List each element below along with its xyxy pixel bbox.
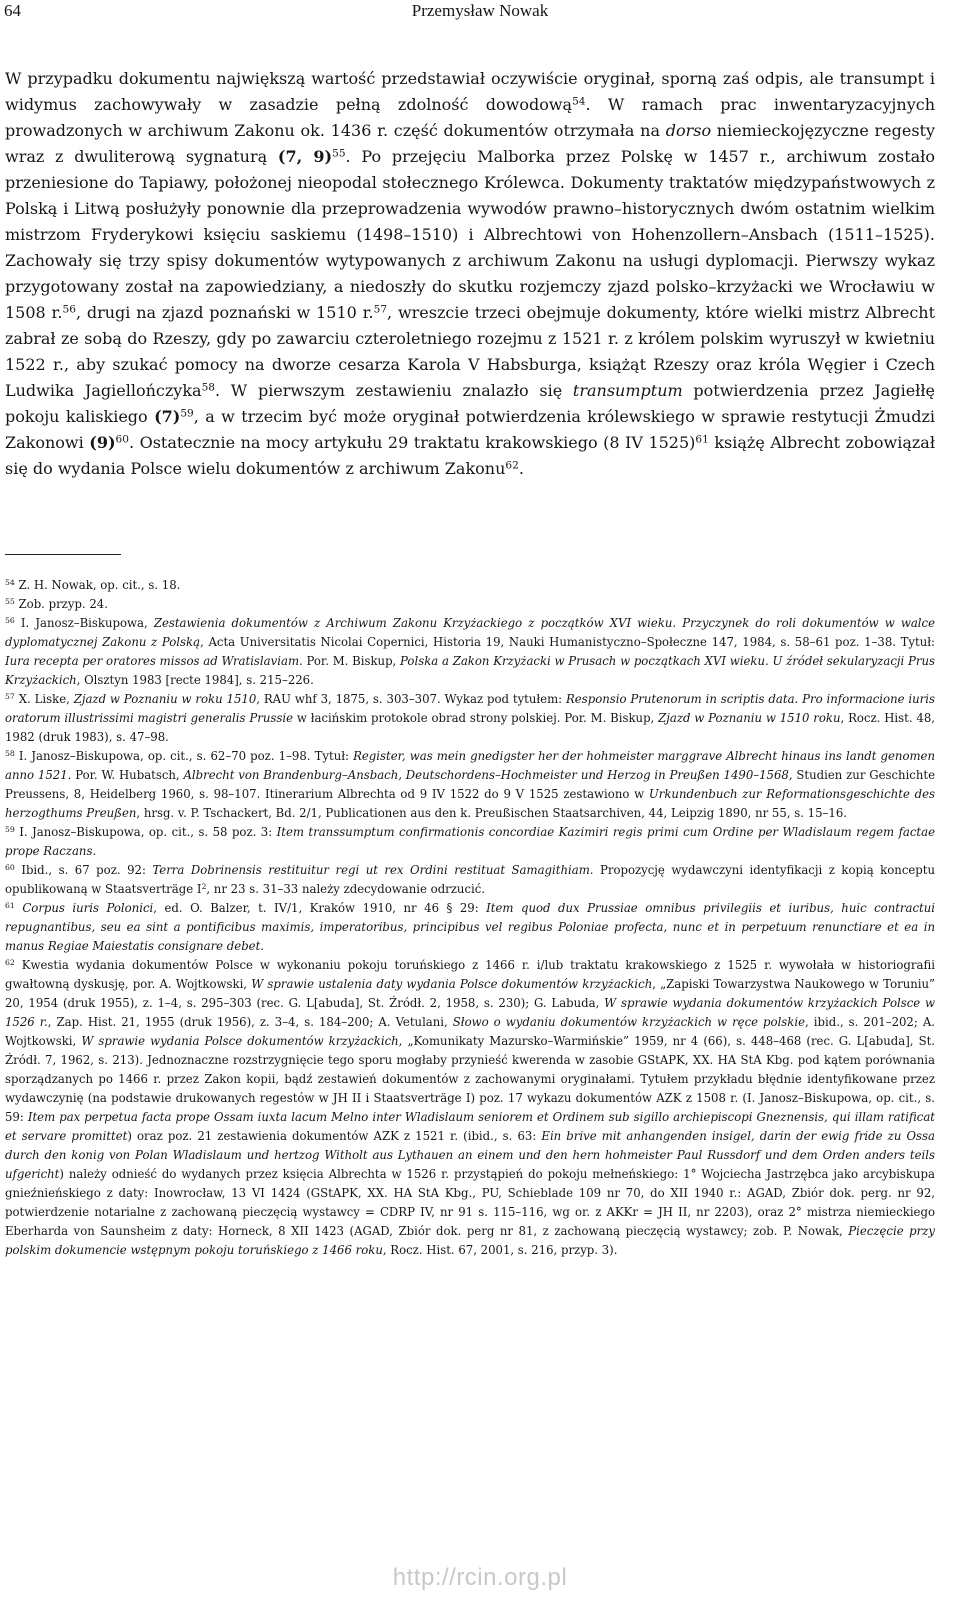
italic-span: W sprawie wydania dokumentów krzyżackich Polsce w 1526 r. — [5, 996, 935, 1029]
text-span: ) oraz poz. 21 zestawienia dokumentów AZK z 1521 r. (ibid., s. 63: — [127, 1129, 542, 1143]
page-header — [4, 0, 956, 30]
footnote — [5, 823, 935, 861]
italic-span: W sprawie wydania Polsce dokumentów krzyżackich — [81, 1034, 399, 1048]
note-ref: 55 — [5, 597, 15, 607]
text-span: I. Janosz–Biskupowa, op. cit., s. 62–70 poz. 1–98. Tytuł: — [14, 749, 354, 763]
text-span: , RAU whf 3, 1875, s. 303–307. Wykaz pod tytułem: — [256, 692, 566, 706]
text-span: . W pierwszym zestawieniu znalazło się — [214, 381, 573, 400]
note-ref: 54 — [572, 95, 586, 108]
note-ref: 56 — [5, 616, 15, 626]
footnote-separator — [5, 554, 121, 555]
text-span: Z. H. Nowak, op. cit., s. 18. — [14, 578, 181, 592]
note-ref: 58 — [201, 381, 215, 394]
text-span: , Zap. Hist. 21, 1955 (druk 1956), z. 3–4, s. 184–200; A. Vetulani, — [47, 1015, 453, 1029]
text-span: , a w trzecim być może oryginał potwierdzenia królewskiego w sprawie restytucji Żmudzi Zakonowi — [5, 407, 935, 452]
text-span: , Acta Universitatis Nicolai Copernici, Historia 19, Nauki Humanistyczno–Społeczne 147, 1984, s. 58–61 poz. 1–38. Tytuł: — [200, 635, 935, 649]
text-span: X. Liske, — [14, 692, 74, 706]
text-span: książę Albrecht zobowiązał się do wydania Polsce wielu dokumentów z archiwum Zakonu — [5, 433, 936, 478]
italic-span: Albrecht von Brandenburg–Ansbach, Deutschordens–Hochmeister und Herzog in Preußen 1490–1568 — [183, 768, 789, 782]
text-span: , Rocz. Hist. 48, 1982 (druk 1983), s. 47–98. — [5, 711, 935, 744]
italic-span: Terra Dobrinensis restituitur regi ut rex Ordini restituat Samagithiam — [152, 863, 590, 877]
text-span: , „Zapiski Towarzystwa Naukowego w Toruniu” 20, 1954 (druk 1955), z. 1–4, s. 295–303 (rec. G. L[abuda], St. Źródł. 2, 1958, s. 230); G. Labuda, — [5, 977, 935, 1010]
note-ref: 61 — [695, 433, 709, 446]
text-span: Kwestia wydania dokumentów Polsce w wykonaniu pokoju toruńskiego z 1466 r. i/lub traktatu krakowskiego z 1525 r. wywołała w historiografii gwałtowną dyskusję, por. A. Wojtkowski, — [5, 958, 935, 991]
italic-span: Zjazd w Poznaniu w roku 1510 — [73, 692, 257, 706]
text-span: potwierdzenia przez Jagiełłę pokoju kaliskiego — [5, 381, 936, 426]
footnote — [5, 690, 935, 747]
text-span: . Propozycję wydawczyni identyfikacji z kopią konceptu opublikowaną w Staatsverträge I — [5, 863, 935, 896]
note-ref: 56 — [62, 303, 76, 316]
note-ref: 57 — [373, 303, 388, 316]
italic-span: dorso — [665, 121, 712, 140]
italic-span: Register, was mein gnedigster her der hohmeister marggrave Albrecht hinaus ins landt genomen anno 1521 — [5, 749, 936, 782]
note-ref: 60 — [5, 863, 15, 873]
text-span: , hrsg. v. P. Tschackert, Bd. 2/1, Publicationen aus den k. Preußischen Staatsarchiven, 44, Leipzig 1890, nr 55, s. 15–16. — [136, 806, 847, 820]
text-span: . — [518, 459, 524, 478]
footnotes — [5, 576, 935, 1260]
text-span: . Por. M. Biskup, — [299, 654, 401, 668]
text-span: , wreszcie trzeci obejmuje dokumenty, które wielki mistrz Albrecht zabrał ze sobą do Rzeszy, gdy po zawarciu czteroletniego rozejmu z 1521 r. z królem polskim wyruszył w kwietniu 1522 r., aby szukać pomocy na dworze cesarza Karola V Habsburga, książąt Rzeszy oraz króla Węgier i Czech Ludwika Jagiellończyka — [5, 303, 936, 400]
text-span: W przypadku dokumentu największą wartość przedstawiał oczywiście oryginał, sporną zaś odpis, ale transumpt i widymus zachowywały w zasadzie pełną zdolność dowodową — [5, 69, 935, 114]
text-span: , Studien zur Geschichte Preussens, 8, Heidelberg 1960, s. 98–107. Itinerarium Albrechta od 9 IV 1522 do 9 V 1525 zestawiono w — [5, 768, 935, 801]
text-span: , drugi na zjazd poznański w 1510 r. — [75, 303, 374, 322]
footnote — [5, 861, 935, 899]
italic-span: Corpus iuris Polonici — [22, 901, 154, 915]
note-ref: 55 — [332, 147, 346, 160]
text-span: I. Janosz–Biskupowa, op. cit., s. 58 poz. 3: — [14, 825, 277, 839]
italic-span: Słowo o wydaniu dokumentów krzyżackich w ręce polskie — [452, 1015, 806, 1029]
source-url-watermark: http://rcin.org.pl — [392, 1564, 568, 1591]
text-span: . W ramach prac inwentaryzacyjnych prowadzonych w archiwum Zakonu ok. 1436 r. część dokumentów otrzymała na — [5, 95, 936, 140]
text-span: Ibid., s. 67 poz. 92: — [14, 863, 153, 877]
note-ref: 62 — [5, 958, 15, 968]
main-text — [5, 66, 935, 482]
note-ref: 62 — [505, 459, 519, 472]
note-ref: 61 — [5, 901, 15, 911]
note-ref: 54 — [5, 578, 15, 588]
italic-span: Zestawienia dokumentów z Archiwum Zakonu Krzyżackiego z początków XVI wieku. Przyczynek do roli dokumentów w walce dyplomatycznej Zakonu z Polską — [5, 616, 935, 649]
page-number: 64 — [4, 1, 21, 20]
running-head: Przemysław Nowak — [411, 1, 549, 20]
text-span: . Ostatecznie na mocy artykułu 29 traktatu krakowskiego (8 IV 1525) — [128, 433, 696, 452]
text-span: , nr 23 s. 31–33 należy zdecydowanie odrzucić. — [206, 882, 486, 896]
bold-span: (9) — [89, 433, 116, 452]
italic-span: Zjazd w Poznaniu w 1510 roku — [658, 711, 841, 725]
note-ref: 59 — [180, 407, 194, 420]
italic-span: Pieczęcie przy polskim dokumencie wstępnym pokoju toruńskiego z 1466 roku — [5, 1224, 936, 1257]
text-span: Zob. przyp. 24. — [14, 597, 108, 611]
text-span: I. Janosz–Biskupowa, — [14, 616, 154, 630]
note-ref: 59 — [5, 825, 15, 835]
italic-span: Urkundenbuch zur Reformationsgeschichte des herzogthums Preußen — [5, 787, 936, 820]
italic-span: W sprawie ustalenia daty wydania Polsce dokumentów krzyżackich — [251, 977, 653, 991]
italic-span: Item transsumptum confirmationis concordiae Kazimiri regis primi cum Ordine per Wladislaum regem factae prope Raczans. — [5, 825, 935, 858]
note-ref: 60 — [115, 433, 129, 446]
note-ref: 57 — [5, 692, 15, 702]
italic-span: Ein brive mit anhangenden insigel, darin der ewig fride zu Ossa durch den konig von Polan Wladislaum und hertzog Witholt aus Lythauen an einem und den hern hohmeister Paul Russdorf und dem Orden anders teils ufgericht — [5, 1129, 935, 1181]
bold-span: (7, 9) — [277, 147, 333, 166]
body-paragraph — [5, 66, 935, 482]
text-span: , Rocz. Hist. 67, 2001, s. 216, przyp. 3). — [382, 1243, 618, 1257]
note-ref: 2 — [201, 882, 207, 892]
note-ref: 58 — [5, 749, 15, 759]
italic-span: Responsio Prutenorum in scriptis data. Pro informacione iuris oratorum illustrissimi magistri generalis Prussie — [5, 692, 935, 725]
footnote — [5, 747, 935, 823]
italic-span: Iura recepta per oratores missos ad Wratislaviam — [5, 654, 300, 668]
footnote — [5, 576, 935, 595]
text-span: , Olsztyn 1983 [recte 1984], s. 215–226. — [76, 673, 314, 687]
footnote — [5, 899, 935, 956]
italic-span: Item quod dux Prussiae omnibus privilegiis et iuribus, huic contractui repugnantibus, seu ea sint a pontificibus maximis, imperatoribus, principibus vel regibus Poloniae profecta, nunc et in perpetuum renunctiare et ea in manus Regiae Maiestatis consignare debet. — [5, 901, 935, 953]
text-span: ) należy odnieść do wydanych przez księcia Albrechta w 1526 r. przystąpień do pokoju mełneńskiego: 1° Wojciecha Jastrzębca jako arcybiskupa gnieźnieńskiego z daty: Inowrocław, 13 VI 1424 (GStAPK, XX. HA StA Kbg., PU, Schieblade 109 nr 70, do XII 1940 r.: AGAD, Zbiór dok. perg. nr 92, potwierdzenie notarialne z zachowaną pieczęcią wystawcy = CDRP IV, nr 91 s. 115–116, wg or. z AKKr = JH II, nr 2203), oraz 2° mistrza niemieckiego Eberharda von Saunsheim z daty: Horneck, 8 XII 1423 (AGAD, Zbiór dok. perg nr 81, z zachowaną pieczęcią wystawcy; zob. P. Nowak, — [5, 1167, 935, 1238]
text-span: niemieckojęzyczne regesty wraz z dwuliterową sygnaturą — [5, 121, 936, 166]
italic-span: Item pax perpetua facta prope Ossam iuxta lacum Melno inter Wladislaum seniorem et Ordinem sub sigillo archiepiscopi Gneznensis, qui illam ratificat et servare promittet — [5, 1110, 935, 1143]
footnote — [5, 595, 935, 614]
italic-span: Polska a Zakon Krzyżacki w Prusach w początkach XVI wieku. U źródeł sekularyzacji Prus Krzyżackich — [5, 654, 935, 687]
text-span: . Po przejęciu Malborka przez Polskę w 1457 r., archiwum zostało przeniesione do Tapiawy, położonej nieopodal stołecznego Królewca. Dokumenty traktatów międzypaństwowych z Polską i Litwą posłużyły ponownie dla przeprowadzenia wywodów prawno–historycznych dwóm ostatnim wielkim mistrzom Fryderykowi księciu saskiemu (1498–1510) i Albrechtowi von Hohenzollern–Ansbach (1511–1525). Zachowały się trzy spisy dokumentów wytypowanych z archiwum Zakonu na usługi dyplomacji. Pierwszy wykaz przygotowany został na zapowiedziany, a niedoszły do skutku rozjemczy zjazd polsko–krzyżacki we Wrocławiu w 1508 r. — [5, 147, 936, 322]
footnote — [5, 956, 935, 1260]
text-span: w łacińskim protokole obrad strony polskiej. Por. M. Biskup, — [293, 711, 659, 725]
italic-span: transumptum — [572, 381, 683, 400]
text-span: , „Komunikaty Mazursko–Warmińskie” 1959, nr 4 (66), s. 448–468 (rec. G. L[abuda], St. Źródł. 7, 1962, s. 213). Jednoznaczne rozstrzygnięcie tego sporu mogłaby przynieść kwerenda w zasobie GStAPK, XX. HA StA Kbg. pod kątem porównania sporządzanych po 1466 r. przez Zakon kopii, bądź zestawień dokumentów z zachowanymi oryginałami. Tytułem przykładu błędnie identyfikowane przez wydawczynię (na podstawie drukowanych regestów w JH II i Staatsverträge I) poz. 17 wykazu dokumentów AZK z 1508 r. (I. Janosz–Biskupowa, op. cit., s. 59: — [5, 1034, 936, 1124]
text-span: , ibid., s. 201–202; A. Wojtkowski, — [5, 1015, 935, 1048]
bold-span: (7) — [154, 407, 181, 426]
text-span: , ed. O. Balzer, t. IV/1, Kraków 1910, nr 46 § 29: — [153, 901, 487, 915]
text-span: . Por. W. Hubatsch, — [67, 768, 184, 782]
footnote — [5, 614, 935, 690]
